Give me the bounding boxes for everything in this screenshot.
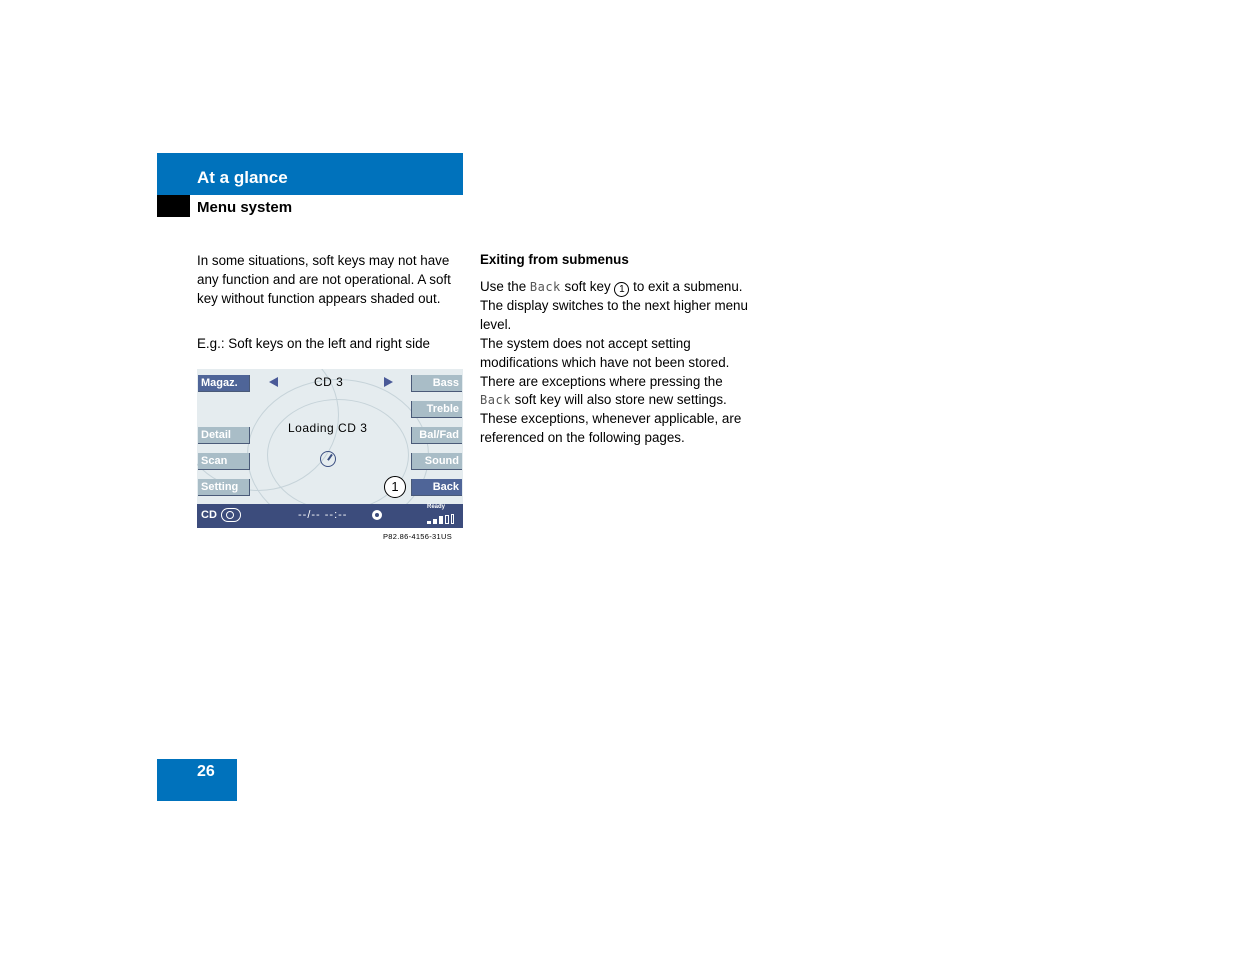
disc-dot-icon bbox=[372, 510, 382, 520]
intro-paragraph: In some situations, soft keys may not have any function and are not operational. A soft key without function appears shaded out. bbox=[197, 253, 451, 306]
exit-paragraph-2: The system does not accept setting modifications which have not been stored. There are exceptions where pressing the Back soft key will also store new settings. These exceptions, whenever applicable, are referenced on the following pages. bbox=[480, 336, 742, 445]
status-bar bbox=[197, 504, 463, 528]
exit-heading: Exiting from submenus bbox=[480, 252, 629, 267]
softkey-setting[interactable]: Setting bbox=[198, 479, 250, 496]
back-key-label: Back bbox=[529, 280, 561, 294]
ready-label: Ready bbox=[427, 504, 446, 510]
figure-caption: P82.86-4156-31US bbox=[383, 532, 453, 541]
softkey-detail[interactable]: Detail bbox=[198, 427, 250, 444]
softkey-sound[interactable]: Sound bbox=[411, 453, 462, 470]
callout-number-inline: 1 bbox=[614, 282, 629, 297]
back-key-label: Back bbox=[480, 393, 511, 408]
cd-title: CD 3 bbox=[314, 375, 344, 389]
softkey-scan[interactable]: Scan bbox=[198, 453, 250, 470]
clock-icon bbox=[320, 451, 336, 467]
example-paragraph: E.g.: Soft keys on the left and right side bbox=[197, 336, 430, 351]
signal-bars-icon bbox=[427, 514, 459, 524]
subsection-marker bbox=[157, 195, 190, 217]
previous-arrow-icon[interactable] bbox=[269, 377, 278, 387]
softkey-bal-fad[interactable]: Bal/Fad bbox=[411, 427, 462, 444]
section-title: At a glance bbox=[197, 168, 288, 187]
page-number: 26 bbox=[197, 763, 215, 780]
time-display: --/-- --:-- bbox=[298, 509, 348, 521]
exit-paragraph-1: Use the Back soft key 1 to exit a submenu. The display switches to the next higher menu level. bbox=[480, 279, 748, 332]
subsection-title: Menu system bbox=[197, 199, 293, 216]
loading-message: Loading CD 3 bbox=[288, 421, 368, 435]
softkey-treble[interactable]: Treble bbox=[411, 401, 462, 418]
callout-number: 1 bbox=[384, 476, 406, 498]
softkey-magaz[interactable]: Magaz. bbox=[198, 375, 250, 392]
cd-icon bbox=[221, 508, 241, 522]
next-arrow-icon[interactable] bbox=[384, 377, 393, 387]
softkey-back[interactable]: Back bbox=[411, 479, 462, 496]
cd-display-screenshot bbox=[197, 369, 463, 528]
softkey-bass[interactable]: Bass bbox=[411, 375, 462, 392]
source-label: CD bbox=[201, 509, 217, 521]
